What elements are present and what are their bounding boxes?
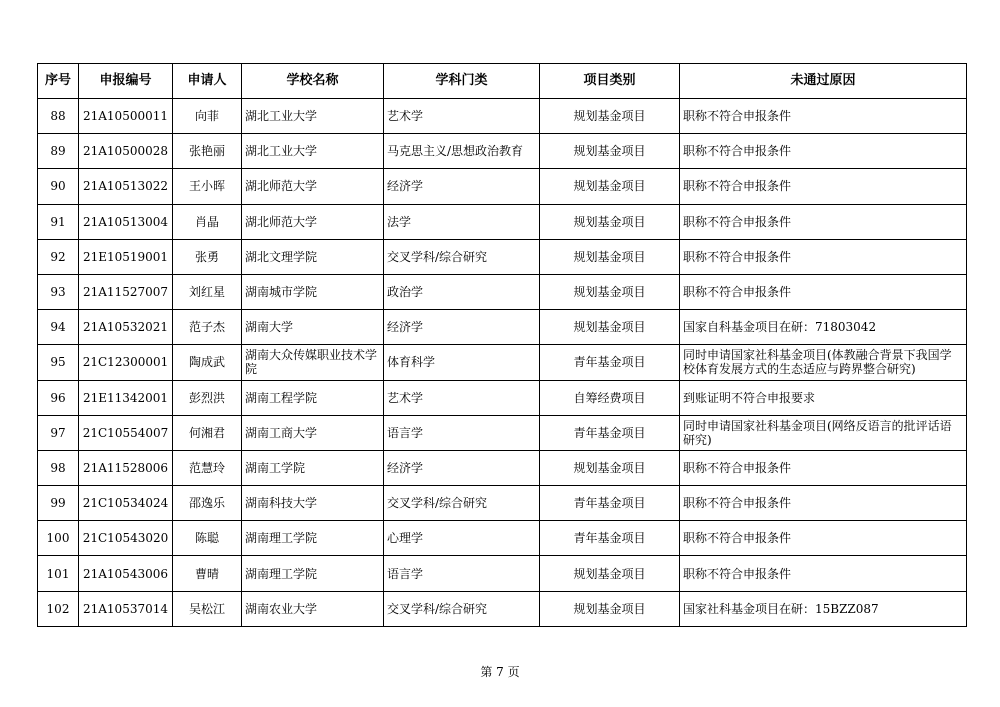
header-app-id: 申报编号	[79, 64, 173, 99]
table-body	[38, 99, 967, 627]
cell-project-type: 青年基金项目	[540, 486, 680, 521]
cell-applicant: 彭烈洪	[173, 380, 242, 415]
header-discipline: 学科门类	[384, 64, 540, 99]
cell-index: 90	[38, 169, 79, 204]
cell-applicant: 肖晶	[173, 204, 242, 239]
cell-app-id: 21A10543006	[79, 556, 173, 591]
cell-index: 96	[38, 380, 79, 415]
cell-applicant: 王小晖	[173, 169, 242, 204]
cell-school: 湖南工学院	[242, 450, 384, 485]
cell-app-id: 21A10537014	[79, 591, 173, 626]
cell-index: 88	[38, 99, 79, 134]
cell-discipline: 法学	[384, 204, 540, 239]
cell-applicant: 陈聪	[173, 521, 242, 556]
cell-school: 湖北工业大学	[242, 134, 384, 169]
cell-school: 湖南理工学院	[242, 556, 384, 591]
cell-applicant: 何湘君	[173, 415, 242, 450]
cell-discipline: 马克思主义/思想政治教育	[384, 134, 540, 169]
cell-index: 95	[38, 345, 79, 380]
cell-discipline: 经济学	[384, 310, 540, 345]
header-school: 学校名称	[242, 64, 384, 99]
cell-project-type: 青年基金项目	[540, 345, 680, 380]
header-reason: 未通过原因	[680, 64, 967, 99]
cell-index: 99	[38, 486, 79, 521]
cell-applicant: 邵逸乐	[173, 486, 242, 521]
cell-applicant: 刘红星	[173, 274, 242, 309]
cell-project-type: 规划基金项目	[540, 556, 680, 591]
cell-reason: 国家社科基金项目在研：15BZZ087	[680, 591, 967, 626]
table-row	[38, 380, 967, 415]
cell-discipline: 体育科学	[384, 345, 540, 380]
cell-index: 102	[38, 591, 79, 626]
cell-reason: 职称不符合申报条件	[680, 450, 967, 485]
cell-project-type: 青年基金项目	[540, 521, 680, 556]
cell-app-id: 21A11528006	[79, 450, 173, 485]
cell-app-id: 21E10519001	[79, 239, 173, 274]
cell-discipline: 交叉学科/综合研究	[384, 591, 540, 626]
cell-school: 湖北工业大学	[242, 99, 384, 134]
cell-reason: 同时申请国家社科基金项目(体教融合背景下我国学校体育发展方式的生态适应与跨界整合研究)	[680, 345, 967, 380]
cell-index: 91	[38, 204, 79, 239]
cell-project-type: 规划基金项目	[540, 134, 680, 169]
cell-school: 湖北文理学院	[242, 239, 384, 274]
cell-reason: 职称不符合申报条件	[680, 556, 967, 591]
cell-app-id: 21C10543020	[79, 521, 173, 556]
header-applicant: 申请人	[173, 64, 242, 99]
cell-reason: 职称不符合申报条件	[680, 274, 967, 309]
cell-index: 93	[38, 274, 79, 309]
cell-app-id: 21C10554007	[79, 415, 173, 450]
cell-reason: 到账证明不符合申报要求	[680, 380, 967, 415]
page-number: 第 7 页	[480, 665, 520, 679]
cell-discipline: 经济学	[384, 450, 540, 485]
cell-reason: 职称不符合申报条件	[680, 204, 967, 239]
cell-reason: 职称不符合申报条件	[680, 99, 967, 134]
cell-reason: 职称不符合申报条件	[680, 239, 967, 274]
table-row	[38, 169, 967, 204]
table-row	[38, 415, 967, 450]
cell-reason: 国家自科基金项目在研：71803042	[680, 310, 967, 345]
cell-discipline: 交叉学科/综合研究	[384, 239, 540, 274]
cell-school: 湖北师范大学	[242, 169, 384, 204]
cell-school: 湖南科技大学	[242, 486, 384, 521]
cell-app-id: 21A10513022	[79, 169, 173, 204]
cell-index: 98	[38, 450, 79, 485]
cell-reason: 职称不符合申报条件	[680, 134, 967, 169]
cell-project-type: 自筹经费项目	[540, 380, 680, 415]
cell-school: 湖南大众传媒职业技术学院	[242, 345, 384, 380]
results-table	[37, 63, 967, 627]
cell-applicant: 吴松江	[173, 591, 242, 626]
cell-applicant: 向菲	[173, 99, 242, 134]
cell-school: 湖南城市学院	[242, 274, 384, 309]
table-row	[38, 239, 967, 274]
cell-app-id: 21C10534024	[79, 486, 173, 521]
cell-index: 94	[38, 310, 79, 345]
table-row	[38, 274, 967, 309]
cell-index: 101	[38, 556, 79, 591]
cell-reason: 同时申请国家社科基金项目(网络反语言的批评话语研究)	[680, 415, 967, 450]
header-index: 序号	[38, 64, 79, 99]
cell-index: 92	[38, 239, 79, 274]
cell-reason: 职称不符合申报条件	[680, 521, 967, 556]
cell-discipline: 经济学	[384, 169, 540, 204]
table-row	[38, 134, 967, 169]
cell-reason: 职称不符合申报条件	[680, 169, 967, 204]
table-row	[38, 450, 967, 485]
table-row	[38, 591, 967, 626]
cell-app-id: 21A10500028	[79, 134, 173, 169]
cell-project-type: 规划基金项目	[540, 239, 680, 274]
cell-project-type: 规划基金项目	[540, 99, 680, 134]
cell-index: 100	[38, 521, 79, 556]
cell-discipline: 心理学	[384, 521, 540, 556]
cell-index: 89	[38, 134, 79, 169]
cell-discipline: 艺术学	[384, 99, 540, 134]
header-project-type: 项目类别	[540, 64, 680, 99]
cell-reason: 职称不符合申报条件	[680, 486, 967, 521]
cell-app-id: 21C12300001	[79, 345, 173, 380]
cell-project-type: 规划基金项目	[540, 274, 680, 309]
cell-project-type: 规划基金项目	[540, 591, 680, 626]
cell-discipline: 政治学	[384, 274, 540, 309]
cell-discipline: 语言学	[384, 556, 540, 591]
cell-applicant: 张勇	[173, 239, 242, 274]
cell-project-type: 规划基金项目	[540, 204, 680, 239]
cell-applicant: 曹晴	[173, 556, 242, 591]
table-row	[38, 310, 967, 345]
cell-app-id: 21A11527007	[79, 274, 173, 309]
cell-discipline: 艺术学	[384, 380, 540, 415]
table-row	[38, 345, 967, 380]
cell-app-id: 21A10532021	[79, 310, 173, 345]
table-row	[38, 99, 967, 134]
table-row	[38, 204, 967, 239]
cell-school: 湖南理工学院	[242, 521, 384, 556]
cell-project-type: 青年基金项目	[540, 415, 680, 450]
cell-project-type: 规划基金项目	[540, 169, 680, 204]
cell-school: 湖南工商大学	[242, 415, 384, 450]
cell-applicant: 张艳丽	[173, 134, 242, 169]
cell-index: 97	[38, 415, 79, 450]
cell-app-id: 21E11342001	[79, 380, 173, 415]
cell-applicant: 范子杰	[173, 310, 242, 345]
cell-discipline: 语言学	[384, 415, 540, 450]
cell-applicant: 范慧玲	[173, 450, 242, 485]
cell-school: 湖南工程学院	[242, 380, 384, 415]
table-row	[38, 486, 967, 521]
cell-applicant: 陶成武	[173, 345, 242, 380]
cell-app-id: 21A10500011	[79, 99, 173, 134]
cell-school: 湖南农业大学	[242, 591, 384, 626]
cell-school: 湖北师范大学	[242, 204, 384, 239]
table-row	[38, 556, 967, 591]
cell-project-type: 规划基金项目	[540, 310, 680, 345]
cell-app-id: 21A10513004	[79, 204, 173, 239]
header-row	[38, 64, 967, 99]
cell-discipline: 交叉学科/综合研究	[384, 486, 540, 521]
cell-project-type: 规划基金项目	[540, 450, 680, 485]
cell-school: 湖南大学	[242, 310, 384, 345]
table-row	[38, 521, 967, 556]
